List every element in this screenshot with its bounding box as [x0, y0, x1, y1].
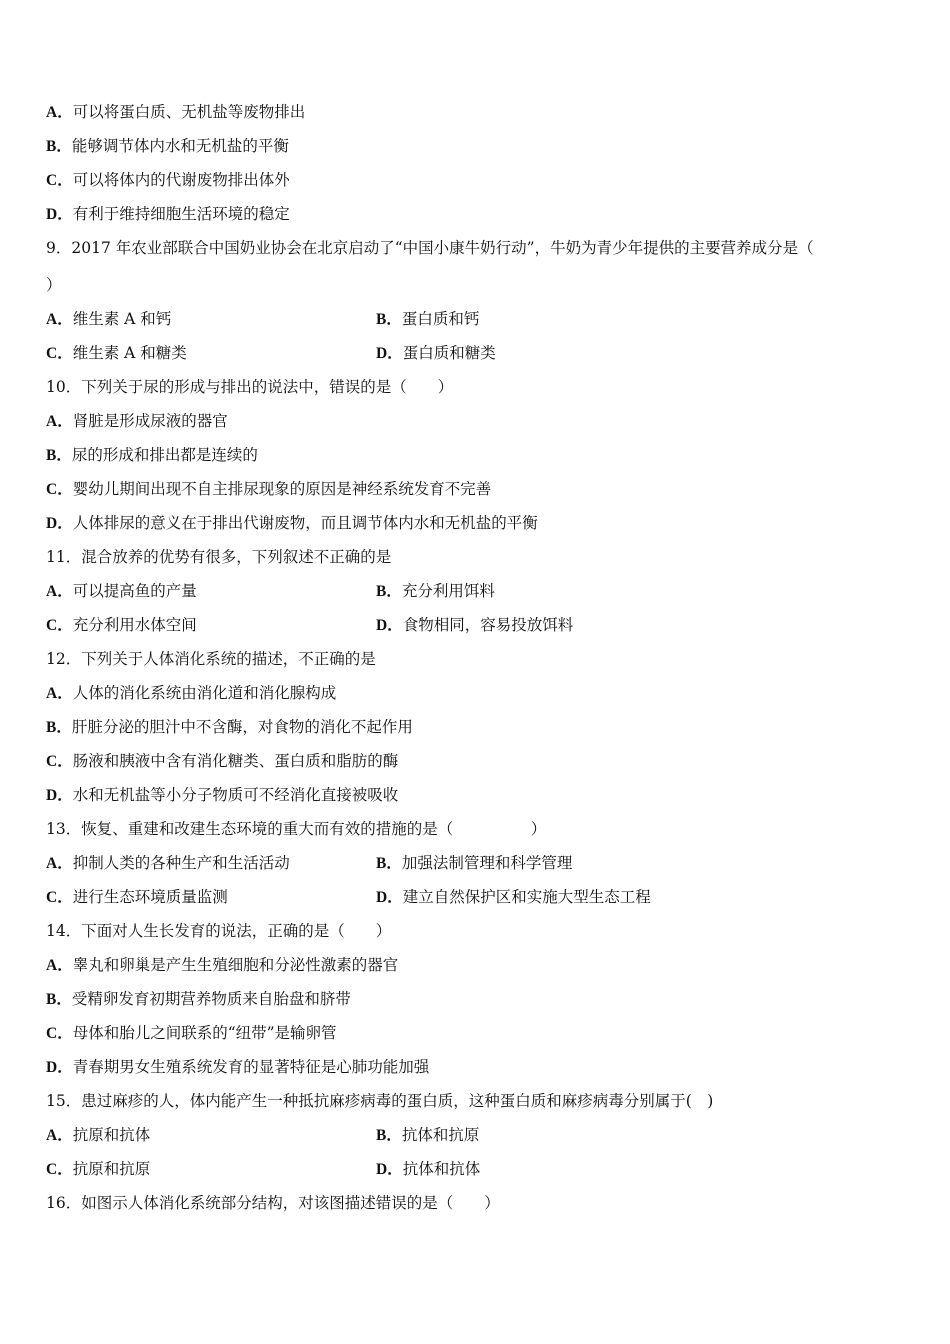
option-text: 母体和胎儿之间联系的“纽带”是输卵管 — [72, 1024, 337, 1042]
q14-option-d — [46, 1057, 429, 1078]
option-letter: B． — [46, 138, 72, 155]
option-text: 睾丸和卵巢是产生生殖细胞和分泌性激素的器官 — [72, 956, 399, 974]
q14-option-c — [46, 1023, 337, 1044]
option-letter: C． — [46, 753, 73, 770]
option-letter: B． — [46, 719, 72, 736]
option-letter: A． — [46, 104, 73, 121]
option-letter: D． — [46, 515, 73, 532]
q15-option-a — [46, 1125, 150, 1146]
q13-option-d — [376, 887, 651, 908]
option-text: 肠液和胰液中含有消化糖类、蛋白质和脂肪的酶 — [72, 752, 399, 770]
option-text: 可以提高鱼的产量 — [72, 582, 197, 600]
option-letter: B． — [376, 1127, 402, 1144]
option-text: 人体排尿的意义在于排出代谢废物，而且调节体内水和无机盐的平衡 — [72, 514, 538, 532]
option-letter: A． — [46, 413, 73, 430]
q15-option-d — [376, 1159, 480, 1180]
option-letter: D． — [376, 1161, 403, 1178]
option-letter: A． — [46, 957, 73, 974]
option-text: 抗原和抗原 — [72, 1160, 151, 1178]
option-letter: C． — [46, 481, 73, 498]
q8-option-b — [46, 136, 289, 157]
q9-stem-continued: ） — [46, 276, 62, 294]
q12-option-b — [46, 717, 413, 738]
option-letter: D． — [46, 787, 73, 804]
option-text: 加强法制管理和科学管理 — [401, 854, 573, 872]
q12-option-c — [46, 751, 398, 772]
option-letter: C． — [46, 1025, 73, 1042]
option-text: 水和无机盐等小分子物质可不经消化直接被吸收 — [72, 786, 399, 804]
q9-option-b — [376, 309, 479, 330]
option-letter: A． — [46, 1127, 73, 1144]
option-letter: D． — [376, 889, 403, 906]
q13-option-a — [46, 853, 290, 874]
option-letter: B． — [376, 855, 402, 872]
q8-option-d — [46, 204, 290, 225]
option-text: 可以将体内的代谢废物排出体外 — [72, 171, 290, 189]
option-text: 受精卵发育初期营养物质来自胎盘和脐带 — [71, 990, 351, 1008]
q15-option-c — [46, 1159, 150, 1180]
option-letter: B． — [46, 991, 72, 1008]
option-text: 抑制人类的各种生产和生活活动 — [72, 854, 290, 872]
option-text: 充分利用水体空间 — [72, 616, 197, 634]
option-text: 维生素 A 和钙 — [72, 310, 172, 328]
option-text: 抗体和抗原 — [401, 1126, 480, 1144]
option-text: 食物相同，容易投放饵料 — [402, 616, 574, 634]
option-letter: C． — [46, 172, 73, 189]
option-text: 有利于维持细胞生活环境的稳定 — [72, 205, 290, 223]
q11-option-c — [46, 615, 197, 636]
option-letter: D． — [46, 206, 73, 223]
option-letter: C． — [46, 617, 73, 634]
q10-option-c — [46, 479, 491, 500]
q9-option-c — [46, 343, 187, 364]
q14-option-b — [46, 989, 351, 1010]
q12-option-a — [46, 683, 336, 704]
option-letter: B． — [376, 311, 402, 328]
option-letter: A． — [46, 685, 73, 702]
option-text: 青春期男女生殖系统发育的显著特征是心肺功能加强 — [72, 1058, 430, 1076]
option-text: 建立自然保护区和实施大型生态工程 — [402, 888, 651, 906]
q16-stem: 16．如图示人体消化系统部分结构，对该图描述错误的是（ ） — [46, 1194, 500, 1212]
option-text: 人体的消化系统由消化道和消化腺构成 — [72, 684, 337, 702]
q8-option-c — [46, 170, 290, 191]
q9-option-a — [46, 309, 171, 330]
option-letter: D． — [46, 1059, 73, 1076]
q11-option-d — [376, 615, 573, 636]
option-letter: A． — [46, 855, 73, 872]
option-text: 可以将蛋白质、无机盐等废物排出 — [72, 103, 306, 121]
option-letter: A． — [46, 583, 73, 600]
q12-stem: 12．下列关于人体消化系统的描述，不正确的是 — [46, 650, 376, 668]
option-letter: D． — [376, 617, 403, 634]
q11-option-a — [46, 581, 197, 602]
q9-stem: 9．2017 年农业部联合中国奶业协会在北京启动了“中国小康牛奶行动”，牛奶为青少年提供的主要营养成分是（ — [46, 239, 814, 257]
q15-stem: 15．患过麻疹的人，体内能产生一种抵抗麻疹病毒的蛋白质，这种蛋白质和麻疹病毒分别属于( ) — [46, 1092, 714, 1110]
option-text: 进行生态环境质量监测 — [72, 888, 228, 906]
option-text: 肝脏分泌的胆汁中不含酶，对食物的消化不起作用 — [71, 718, 413, 736]
option-text: 婴幼儿期间出现不自主排尿现象的原因是神经系统发育不完善 — [72, 480, 492, 498]
option-text: 肾脏是形成尿液的器官 — [72, 412, 228, 430]
q14-option-a — [46, 955, 398, 976]
q13-option-b — [376, 853, 572, 874]
q9-option-d — [376, 343, 496, 364]
q14-stem: 14．下面对人生长发育的说法，正确的是（ ） — [46, 922, 392, 940]
option-letter: C． — [46, 1161, 73, 1178]
option-text: 能够调节体内水和无机盐的平衡 — [71, 137, 289, 155]
q8-option-a — [46, 102, 305, 123]
q11-stem: 11．混合放养的优势有很多，下列叙述不正确的是 — [46, 548, 392, 566]
q15-option-b — [376, 1125, 479, 1146]
q10-option-a — [46, 411, 228, 432]
q10-option-b — [46, 445, 258, 466]
option-letter: D． — [376, 345, 403, 362]
q11-option-b — [376, 581, 495, 602]
q10-stem: 10．下列关于尿的形成与排出的说法中，错误的是（ ） — [46, 378, 454, 396]
option-text: 蛋白质和钙 — [401, 310, 480, 328]
option-letter: C． — [46, 345, 73, 362]
q12-option-d — [46, 785, 398, 806]
option-text: 充分利用饵料 — [401, 582, 495, 600]
q13-stem: 13．恢复、重建和改建生态环境的重大而有效的措施的是（ ） — [46, 820, 547, 838]
option-text: 抗原和抗体 — [72, 1126, 151, 1144]
option-letter: A． — [46, 311, 73, 328]
option-letter: C． — [46, 889, 73, 906]
option-letter: B． — [376, 583, 402, 600]
option-text: 抗体和抗体 — [402, 1160, 481, 1178]
option-letter: B． — [46, 447, 72, 464]
option-text: 维生素 A 和糖类 — [72, 344, 187, 362]
q13-option-c — [46, 887, 228, 908]
option-text: 蛋白质和糖类 — [402, 344, 496, 362]
q10-option-d — [46, 513, 538, 534]
option-text: 尿的形成和排出都是连续的 — [71, 446, 258, 464]
